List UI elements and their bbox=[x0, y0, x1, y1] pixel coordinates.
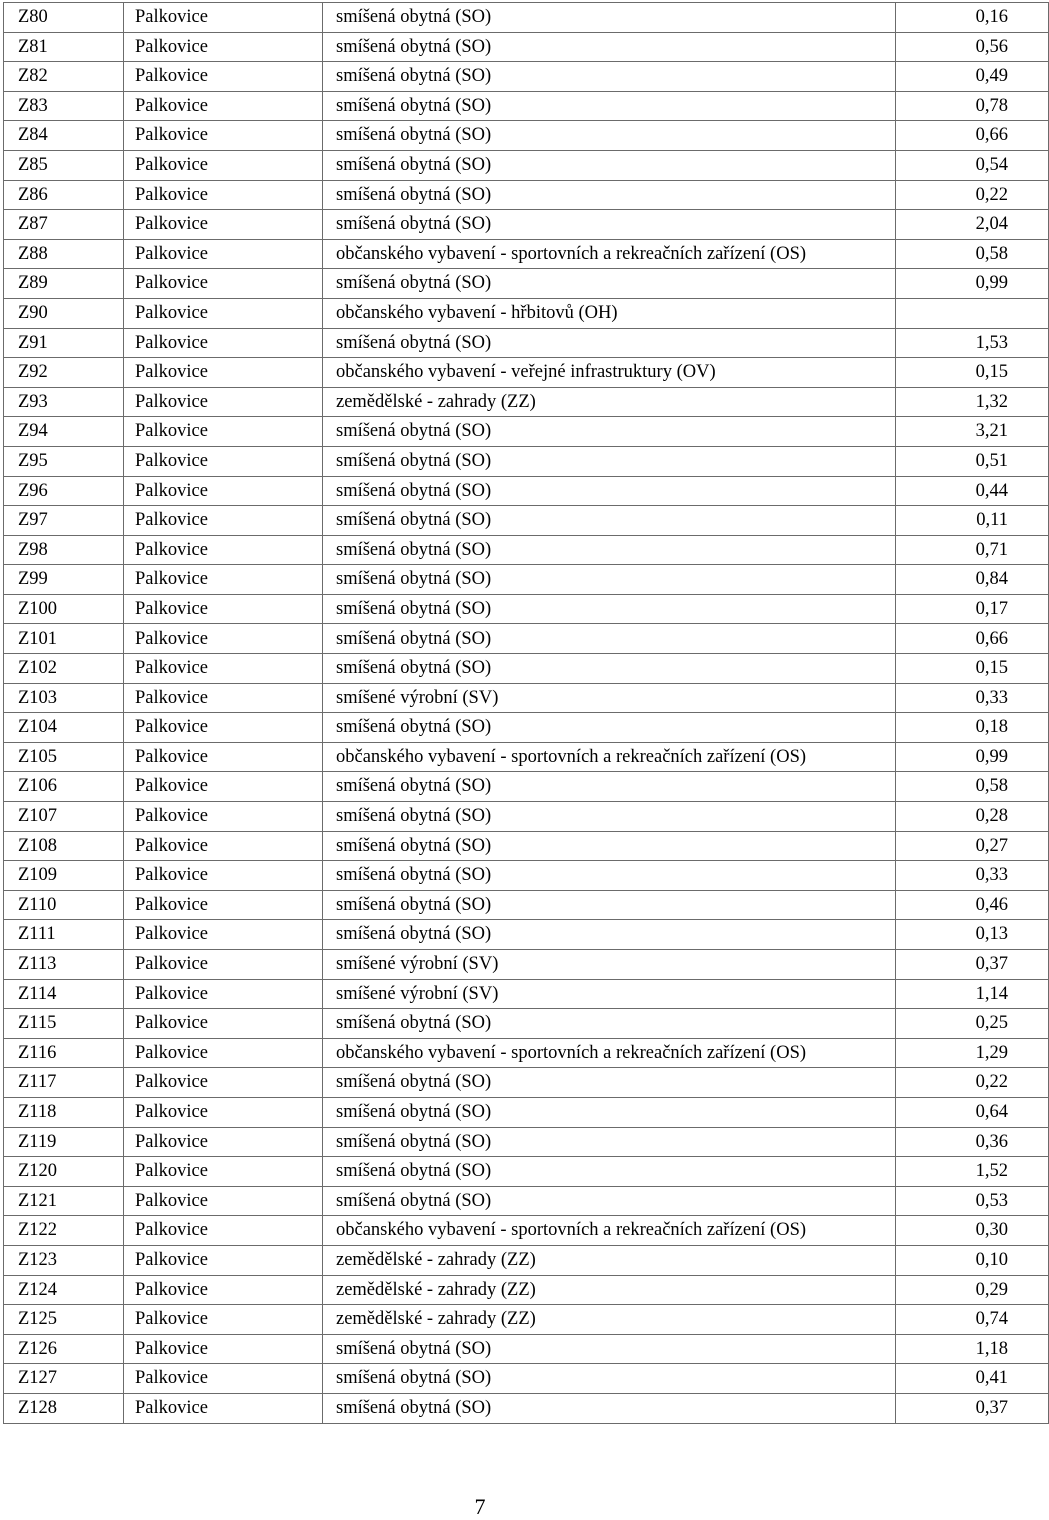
place-cell: Palkovice bbox=[124, 920, 323, 950]
place-cell: Palkovice bbox=[124, 1364, 323, 1394]
area-cell: 0,37 bbox=[896, 1393, 1049, 1423]
table-row bbox=[4, 121, 1049, 151]
land-use-cell: zemědělské - zahrady (ZZ) bbox=[323, 1305, 896, 1335]
table-row bbox=[4, 1245, 1049, 1275]
area-cell: 1,53 bbox=[896, 328, 1049, 358]
zone-id-cell: Z105 bbox=[4, 742, 124, 772]
zone-id-cell: Z95 bbox=[4, 446, 124, 476]
land-use-cell: zemědělské - zahrady (ZZ) bbox=[323, 1245, 896, 1275]
area-cell: 2,04 bbox=[896, 210, 1049, 240]
place-cell: Palkovice bbox=[124, 32, 323, 62]
land-use-cell: smíšená obytná (SO) bbox=[323, 328, 896, 358]
area-cell: 1,52 bbox=[896, 1157, 1049, 1187]
table-row bbox=[4, 476, 1049, 506]
area-cell: 0,25 bbox=[896, 1009, 1049, 1039]
zone-id-cell: Z82 bbox=[4, 62, 124, 92]
zone-id-cell: Z98 bbox=[4, 535, 124, 565]
place-cell: Palkovice bbox=[124, 565, 323, 595]
place-cell: Palkovice bbox=[124, 1305, 323, 1335]
land-use-cell: smíšená obytná (SO) bbox=[323, 1186, 896, 1216]
zone-id-cell: Z84 bbox=[4, 121, 124, 151]
zones-table-body bbox=[4, 3, 1049, 1424]
zone-id-cell: Z127 bbox=[4, 1364, 124, 1394]
area-cell bbox=[896, 298, 1049, 328]
place-cell: Palkovice bbox=[124, 1009, 323, 1039]
zone-id-cell: Z122 bbox=[4, 1216, 124, 1246]
area-cell: 0,36 bbox=[896, 1127, 1049, 1157]
land-use-cell: smíšená obytná (SO) bbox=[323, 1009, 896, 1039]
table-row bbox=[4, 1157, 1049, 1187]
land-use-cell: smíšená obytná (SO) bbox=[323, 594, 896, 624]
area-cell: 0,41 bbox=[896, 1364, 1049, 1394]
table-row bbox=[4, 62, 1049, 92]
area-cell: 0,13 bbox=[896, 920, 1049, 950]
zone-id-cell: Z116 bbox=[4, 1038, 124, 1068]
land-use-cell: smíšená obytná (SO) bbox=[323, 920, 896, 950]
table-row bbox=[4, 1009, 1049, 1039]
area-cell: 0,53 bbox=[896, 1186, 1049, 1216]
area-cell: 0,10 bbox=[896, 1245, 1049, 1275]
table-row bbox=[4, 1334, 1049, 1364]
area-cell: 0,33 bbox=[896, 683, 1049, 713]
zone-id-cell: Z125 bbox=[4, 1305, 124, 1335]
zone-id-cell: Z106 bbox=[4, 772, 124, 802]
area-cell: 0,56 bbox=[896, 32, 1049, 62]
land-use-cell: smíšená obytná (SO) bbox=[323, 1364, 896, 1394]
place-cell: Palkovice bbox=[124, 417, 323, 447]
table-row bbox=[4, 831, 1049, 861]
zone-id-cell: Z104 bbox=[4, 713, 124, 743]
area-cell: 1,18 bbox=[896, 1334, 1049, 1364]
zone-id-cell: Z90 bbox=[4, 298, 124, 328]
place-cell: Palkovice bbox=[124, 269, 323, 299]
area-cell: 0,11 bbox=[896, 506, 1049, 536]
table-row bbox=[4, 1068, 1049, 1098]
place-cell: Palkovice bbox=[124, 861, 323, 891]
zone-id-cell: Z85 bbox=[4, 150, 124, 180]
zone-id-cell: Z111 bbox=[4, 920, 124, 950]
place-cell: Palkovice bbox=[124, 742, 323, 772]
land-use-cell: občanského vybavení - sportovních a rekreačních zařízení (OS) bbox=[323, 1038, 896, 1068]
area-cell: 0,15 bbox=[896, 654, 1049, 684]
zone-id-cell: Z83 bbox=[4, 91, 124, 121]
zone-id-cell: Z81 bbox=[4, 32, 124, 62]
land-use-cell: smíšená obytná (SO) bbox=[323, 446, 896, 476]
table-row bbox=[4, 1186, 1049, 1216]
area-cell: 0,28 bbox=[896, 802, 1049, 832]
place-cell: Palkovice bbox=[124, 446, 323, 476]
area-cell: 0,51 bbox=[896, 446, 1049, 476]
area-cell: 0,33 bbox=[896, 861, 1049, 891]
place-cell: Palkovice bbox=[124, 1157, 323, 1187]
table-row bbox=[4, 210, 1049, 240]
area-cell: 1,32 bbox=[896, 387, 1049, 417]
area-cell: 0,22 bbox=[896, 1068, 1049, 1098]
zone-id-cell: Z96 bbox=[4, 476, 124, 506]
land-use-cell: smíšená obytná (SO) bbox=[323, 654, 896, 684]
place-cell: Palkovice bbox=[124, 150, 323, 180]
place-cell: Palkovice bbox=[124, 91, 323, 121]
area-cell: 0,78 bbox=[896, 91, 1049, 121]
table-row bbox=[4, 1393, 1049, 1423]
table-row bbox=[4, 1127, 1049, 1157]
table-row bbox=[4, 239, 1049, 269]
table-row bbox=[4, 890, 1049, 920]
table-row bbox=[4, 180, 1049, 210]
table-row bbox=[4, 594, 1049, 624]
zone-id-cell: Z103 bbox=[4, 683, 124, 713]
table-row bbox=[4, 1305, 1049, 1335]
land-use-cell: smíšené výrobní (SV) bbox=[323, 950, 896, 980]
land-use-cell: smíšená obytná (SO) bbox=[323, 713, 896, 743]
zone-id-cell: Z110 bbox=[4, 890, 124, 920]
area-cell: 0,17 bbox=[896, 594, 1049, 624]
land-use-cell: smíšené výrobní (SV) bbox=[323, 683, 896, 713]
zone-id-cell: Z119 bbox=[4, 1127, 124, 1157]
area-cell: 0,22 bbox=[896, 180, 1049, 210]
area-cell: 0,18 bbox=[896, 713, 1049, 743]
table-row bbox=[4, 802, 1049, 832]
land-use-cell: zemědělské - zahrady (ZZ) bbox=[323, 1275, 896, 1305]
place-cell: Palkovice bbox=[124, 1068, 323, 1098]
place-cell: Palkovice bbox=[124, 1127, 323, 1157]
place-cell: Palkovice bbox=[124, 1216, 323, 1246]
land-use-cell: smíšená obytná (SO) bbox=[323, 831, 896, 861]
table-row bbox=[4, 624, 1049, 654]
zone-id-cell: Z86 bbox=[4, 180, 124, 210]
table-row bbox=[4, 298, 1049, 328]
zone-id-cell: Z80 bbox=[4, 3, 124, 33]
page-number: 7 bbox=[474, 1494, 486, 1519]
place-cell: Palkovice bbox=[124, 1275, 323, 1305]
land-use-cell: smíšená obytná (SO) bbox=[323, 1097, 896, 1127]
land-use-cell: smíšená obytná (SO) bbox=[323, 150, 896, 180]
land-use-cell: smíšená obytná (SO) bbox=[323, 772, 896, 802]
place-cell: Palkovice bbox=[124, 950, 323, 980]
table-row bbox=[4, 1097, 1049, 1127]
area-cell: 0,58 bbox=[896, 239, 1049, 269]
zone-id-cell: Z92 bbox=[4, 358, 124, 388]
zone-id-cell: Z91 bbox=[4, 328, 124, 358]
place-cell: Palkovice bbox=[124, 62, 323, 92]
place-cell: Palkovice bbox=[124, 1245, 323, 1275]
land-use-cell: smíšená obytná (SO) bbox=[323, 802, 896, 832]
table-row bbox=[4, 1038, 1049, 1068]
land-use-cell: smíšená obytná (SO) bbox=[323, 210, 896, 240]
area-cell: 0,27 bbox=[896, 831, 1049, 861]
table-row bbox=[4, 417, 1049, 447]
table-row bbox=[4, 358, 1049, 388]
area-cell: 0,64 bbox=[896, 1097, 1049, 1127]
land-use-cell: občanského vybavení - sportovních a rekreačních zařízení (OS) bbox=[323, 742, 896, 772]
area-cell: 0,74 bbox=[896, 1305, 1049, 1335]
place-cell: Palkovice bbox=[124, 210, 323, 240]
zone-id-cell: Z88 bbox=[4, 239, 124, 269]
land-use-cell: občanského vybavení - sportovních a rekreačních zařízení (OS) bbox=[323, 239, 896, 269]
land-use-cell: smíšená obytná (SO) bbox=[323, 3, 896, 33]
land-use-cell: občanského vybavení - veřejné infrastruktury (OV) bbox=[323, 358, 896, 388]
zone-id-cell: Z89 bbox=[4, 269, 124, 299]
land-use-cell: smíšená obytná (SO) bbox=[323, 1157, 896, 1187]
place-cell: Palkovice bbox=[124, 654, 323, 684]
area-cell: 0,66 bbox=[896, 121, 1049, 151]
zone-id-cell: Z123 bbox=[4, 1245, 124, 1275]
area-cell: 0,54 bbox=[896, 150, 1049, 180]
zone-id-cell: Z128 bbox=[4, 1393, 124, 1423]
table-row bbox=[4, 950, 1049, 980]
land-use-cell: smíšená obytná (SO) bbox=[323, 1393, 896, 1423]
area-cell: 0,49 bbox=[896, 62, 1049, 92]
place-cell: Palkovice bbox=[124, 387, 323, 417]
land-use-cell: smíšené výrobní (SV) bbox=[323, 979, 896, 1009]
zone-id-cell: Z126 bbox=[4, 1334, 124, 1364]
land-use-cell: zemědělské - zahrady (ZZ) bbox=[323, 387, 896, 417]
table-row bbox=[4, 742, 1049, 772]
place-cell: Palkovice bbox=[124, 713, 323, 743]
area-cell: 0,84 bbox=[896, 565, 1049, 595]
table-row bbox=[4, 535, 1049, 565]
land-use-cell: smíšená obytná (SO) bbox=[323, 121, 896, 151]
zone-id-cell: Z100 bbox=[4, 594, 124, 624]
area-cell: 3,21 bbox=[896, 417, 1049, 447]
zone-id-cell: Z120 bbox=[4, 1157, 124, 1187]
zone-id-cell: Z114 bbox=[4, 979, 124, 1009]
table-row bbox=[4, 1275, 1049, 1305]
area-cell: 0,66 bbox=[896, 624, 1049, 654]
place-cell: Palkovice bbox=[124, 683, 323, 713]
table-row bbox=[4, 32, 1049, 62]
table-row bbox=[4, 683, 1049, 713]
table-row bbox=[4, 269, 1049, 299]
zone-id-cell: Z121 bbox=[4, 1186, 124, 1216]
place-cell: Palkovice bbox=[124, 180, 323, 210]
place-cell: Palkovice bbox=[124, 1186, 323, 1216]
land-use-cell: smíšená obytná (SO) bbox=[323, 861, 896, 891]
place-cell: Palkovice bbox=[124, 772, 323, 802]
land-use-cell: smíšená obytná (SO) bbox=[323, 890, 896, 920]
area-cell: 0,46 bbox=[896, 890, 1049, 920]
land-use-cell: smíšená obytná (SO) bbox=[323, 417, 896, 447]
zone-id-cell: Z115 bbox=[4, 1009, 124, 1039]
land-use-cell: smíšená obytná (SO) bbox=[323, 624, 896, 654]
table-row bbox=[4, 506, 1049, 536]
land-use-cell: občanského vybavení - hřbitovů (OH) bbox=[323, 298, 896, 328]
table-row bbox=[4, 3, 1049, 33]
zone-id-cell: Z108 bbox=[4, 831, 124, 861]
place-cell: Palkovice bbox=[124, 1038, 323, 1068]
zone-id-cell: Z118 bbox=[4, 1097, 124, 1127]
area-cell: 0,29 bbox=[896, 1275, 1049, 1305]
place-cell: Palkovice bbox=[124, 121, 323, 151]
table-row bbox=[4, 1364, 1049, 1394]
land-use-cell: smíšená obytná (SO) bbox=[323, 180, 896, 210]
place-cell: Palkovice bbox=[124, 535, 323, 565]
place-cell: Palkovice bbox=[124, 239, 323, 269]
zones-table bbox=[3, 2, 1049, 1424]
land-use-cell: smíšená obytná (SO) bbox=[323, 476, 896, 506]
place-cell: Palkovice bbox=[124, 1334, 323, 1364]
zone-id-cell: Z101 bbox=[4, 624, 124, 654]
place-cell: Palkovice bbox=[124, 506, 323, 536]
place-cell: Palkovice bbox=[124, 890, 323, 920]
table-row bbox=[4, 772, 1049, 802]
area-cell: 0,16 bbox=[896, 3, 1049, 33]
zone-id-cell: Z87 bbox=[4, 210, 124, 240]
table-row bbox=[4, 713, 1049, 743]
table-row bbox=[4, 328, 1049, 358]
table-row bbox=[4, 91, 1049, 121]
land-use-cell: občanského vybavení - sportovních a rekreačních zařízení (OS) bbox=[323, 1216, 896, 1246]
land-use-cell: smíšená obytná (SO) bbox=[323, 535, 896, 565]
place-cell: Palkovice bbox=[124, 831, 323, 861]
zone-id-cell: Z94 bbox=[4, 417, 124, 447]
land-use-cell: smíšená obytná (SO) bbox=[323, 506, 896, 536]
zone-id-cell: Z107 bbox=[4, 802, 124, 832]
table-row bbox=[4, 387, 1049, 417]
table-row bbox=[4, 1216, 1049, 1246]
place-cell: Palkovice bbox=[124, 979, 323, 1009]
zone-id-cell: Z93 bbox=[4, 387, 124, 417]
land-use-cell: smíšená obytná (SO) bbox=[323, 1334, 896, 1364]
place-cell: Palkovice bbox=[124, 1393, 323, 1423]
zone-id-cell: Z97 bbox=[4, 506, 124, 536]
table-row bbox=[4, 861, 1049, 891]
area-cell: 0,44 bbox=[896, 476, 1049, 506]
area-cell: 1,14 bbox=[896, 979, 1049, 1009]
zone-id-cell: Z117 bbox=[4, 1068, 124, 1098]
area-cell: 0,30 bbox=[896, 1216, 1049, 1246]
table-row bbox=[4, 654, 1049, 684]
land-use-cell: smíšená obytná (SO) bbox=[323, 269, 896, 299]
place-cell: Palkovice bbox=[124, 358, 323, 388]
land-use-cell: smíšená obytná (SO) bbox=[323, 62, 896, 92]
table-row bbox=[4, 565, 1049, 595]
place-cell: Palkovice bbox=[124, 1097, 323, 1127]
zone-id-cell: Z113 bbox=[4, 950, 124, 980]
land-use-cell: smíšená obytná (SO) bbox=[323, 565, 896, 595]
table-row bbox=[4, 920, 1049, 950]
table-row bbox=[4, 979, 1049, 1009]
area-cell: 0,37 bbox=[896, 950, 1049, 980]
place-cell: Palkovice bbox=[124, 594, 323, 624]
zone-id-cell: Z124 bbox=[4, 1275, 124, 1305]
place-cell: Palkovice bbox=[124, 802, 323, 832]
land-use-cell: smíšená obytná (SO) bbox=[323, 1127, 896, 1157]
area-cell: 1,29 bbox=[896, 1038, 1049, 1068]
place-cell: Palkovice bbox=[124, 476, 323, 506]
place-cell: Palkovice bbox=[124, 624, 323, 654]
area-cell: 0,15 bbox=[896, 358, 1049, 388]
area-cell: 0,58 bbox=[896, 772, 1049, 802]
zone-id-cell: Z102 bbox=[4, 654, 124, 684]
table-row bbox=[4, 150, 1049, 180]
area-cell: 0,71 bbox=[896, 535, 1049, 565]
land-use-cell: smíšená obytná (SO) bbox=[323, 91, 896, 121]
place-cell: Palkovice bbox=[124, 3, 323, 33]
place-cell: Palkovice bbox=[124, 298, 323, 328]
table-row bbox=[4, 446, 1049, 476]
area-cell: 0,99 bbox=[896, 742, 1049, 772]
land-use-cell: smíšená obytná (SO) bbox=[323, 1068, 896, 1098]
land-use-cell: smíšená obytná (SO) bbox=[323, 32, 896, 62]
place-cell: Palkovice bbox=[124, 328, 323, 358]
area-cell: 0,99 bbox=[896, 269, 1049, 299]
zone-id-cell: Z99 bbox=[4, 565, 124, 595]
zone-id-cell: Z109 bbox=[4, 861, 124, 891]
